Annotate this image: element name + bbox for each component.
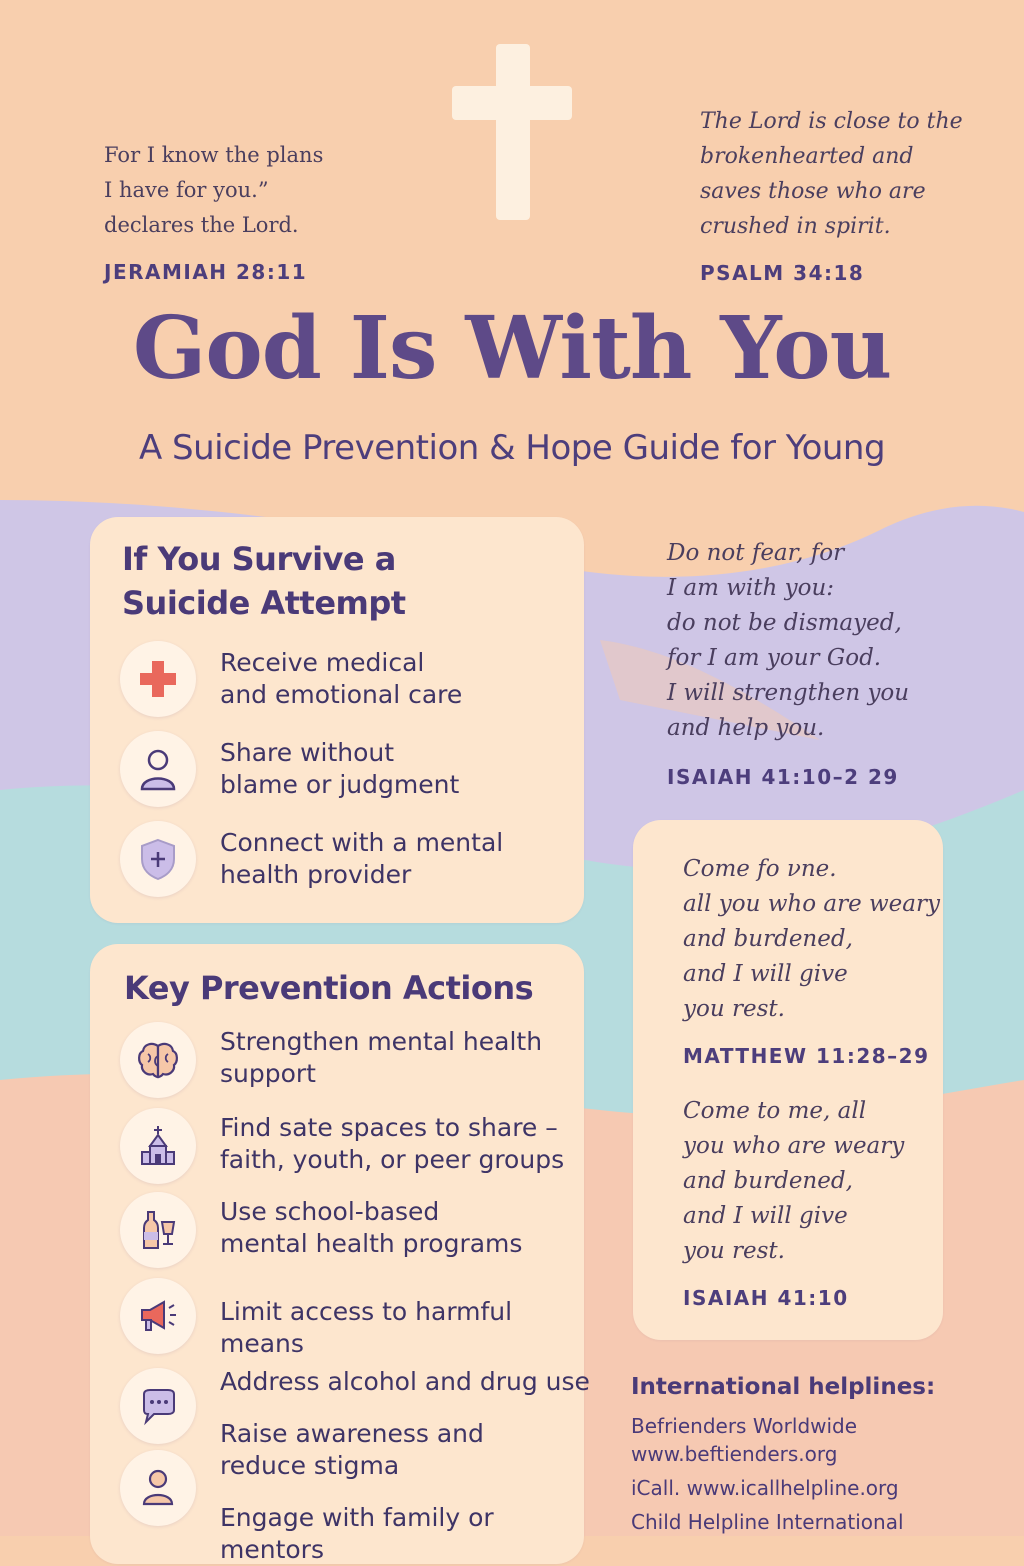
megaphone-icon: [120, 1278, 196, 1354]
item-text: Limit access to harmful means: [220, 1297, 513, 1358]
verse-line: Come to me, all: [683, 1098, 867, 1124]
verse-isaiah-mid: [667, 536, 967, 795]
verse-reference: JERAMIAH 28:11: [104, 260, 308, 284]
helpline-text: Child Helpline International: [631, 1510, 904, 1534]
page-subtitle: A Suicide Prevention & Hope Guide for Young: [138, 428, 886, 468]
verse-line: I am with you:: [667, 575, 835, 601]
verse-line: saves those who are: [700, 179, 926, 204]
verse-reference: ISAIAH 41:10–2 29: [667, 765, 899, 789]
item-text: mental health programs: [220, 1229, 523, 1258]
bottle-glass-icon: [120, 1192, 196, 1268]
helpline-text: Befrienders Worldwide: [631, 1414, 858, 1438]
cross-icon-bar: [452, 86, 572, 120]
item-text: Address alcohol and drug use: [220, 1367, 590, 1396]
brain-icon: [120, 1022, 196, 1098]
verse-line: do not be dismayed,: [667, 610, 902, 636]
verse-reference: MATTHEW 11:28–29: [683, 1044, 930, 1068]
verse-card: [633, 820, 943, 1340]
church-icon: [120, 1108, 196, 1184]
list-item: [120, 1278, 580, 1358]
verse-isaiah: [683, 1094, 943, 1316]
item-text: faith, youth, or peer groups: [220, 1145, 565, 1174]
verse-line: for I am your God.: [667, 645, 882, 671]
item-text: Use school-based: [220, 1197, 440, 1226]
item-text: Strengthen mental health: [220, 1027, 543, 1056]
verse-line: all you who are weary: [683, 891, 940, 917]
item-text: Connect with a mental: [220, 828, 504, 857]
verse-reference: PSALM 34:18: [700, 261, 865, 285]
list-item: [120, 821, 580, 901]
item-text: blame or judgment: [220, 770, 460, 799]
item-text: Engage with family or mentors: [220, 1503, 494, 1564]
page-title: God Is With You: [132, 298, 892, 399]
cross-icon: [496, 44, 530, 220]
verse-line: you who are weary: [683, 1133, 905, 1159]
verse-line: crushed in spirit.: [700, 214, 891, 239]
helpline-link[interactable]: iCall. www.icallhelpline.org: [631, 1476, 899, 1500]
helplines-title: International helplines:: [631, 1374, 936, 1400]
card-title: Key Prevention Actions: [124, 969, 534, 1007]
verse-line: For I know the plans: [104, 143, 324, 167]
verse-line: and I will give: [683, 961, 848, 987]
medical-cross-icon: [120, 641, 196, 717]
prevention-card: [90, 944, 590, 1564]
item-text: and emotional care: [220, 680, 463, 709]
verse-line: and I will give: [683, 1203, 848, 1229]
verse-line: and help you.: [667, 715, 825, 741]
verse-line: you rest.: [683, 1238, 785, 1264]
verse-jeremiah: [104, 138, 404, 290]
list-item: [120, 1450, 580, 1564]
verse-line: declares the Lord.: [104, 213, 299, 237]
verse-line: I will strengthen you: [667, 680, 910, 706]
item-text: reduce stigma: [220, 1451, 400, 1480]
item-text: health provider: [220, 860, 412, 889]
list-item: [120, 1108, 580, 1188]
verse-line: you rest.: [683, 996, 785, 1022]
verse-line: brokenhearted and: [700, 144, 914, 169]
survive-card: [90, 517, 584, 923]
list-item: [120, 1022, 580, 1102]
item-text: Raise awareness and: [220, 1419, 484, 1448]
list-item: [120, 641, 580, 721]
item-text: Find sate spaces to share –: [220, 1113, 558, 1142]
list-item: [120, 731, 580, 811]
verse-line: and burdened,: [683, 926, 853, 952]
item-text: Share without: [220, 738, 395, 767]
card-title: If You Survive a Suicide Attempt: [122, 540, 406, 622]
speech-bubble-icon: [120, 1368, 196, 1444]
verse-line: Do not fear, for: [667, 540, 845, 566]
shield-icon: [120, 821, 196, 897]
verse-psalm: [700, 104, 1020, 291]
list-item: [120, 1366, 590, 1480]
verse-line: I have for you.”: [104, 178, 269, 202]
list-item: [120, 1192, 580, 1272]
helpline-link[interactable]: www.beftienders.org: [631, 1442, 838, 1466]
verse-line: Come fo νne.: [683, 856, 837, 882]
verse-line: and burdened,: [683, 1168, 853, 1194]
person-outline-icon: [120, 1450, 196, 1526]
verse-line: The Lord is close to the: [700, 109, 963, 134]
item-text: support: [220, 1059, 316, 1088]
verse-reference: ISAIAH 41:10: [683, 1286, 849, 1310]
verse-matthew: [683, 852, 943, 1074]
item-text: Receive medical: [220, 648, 425, 677]
person-icon: [120, 731, 196, 807]
